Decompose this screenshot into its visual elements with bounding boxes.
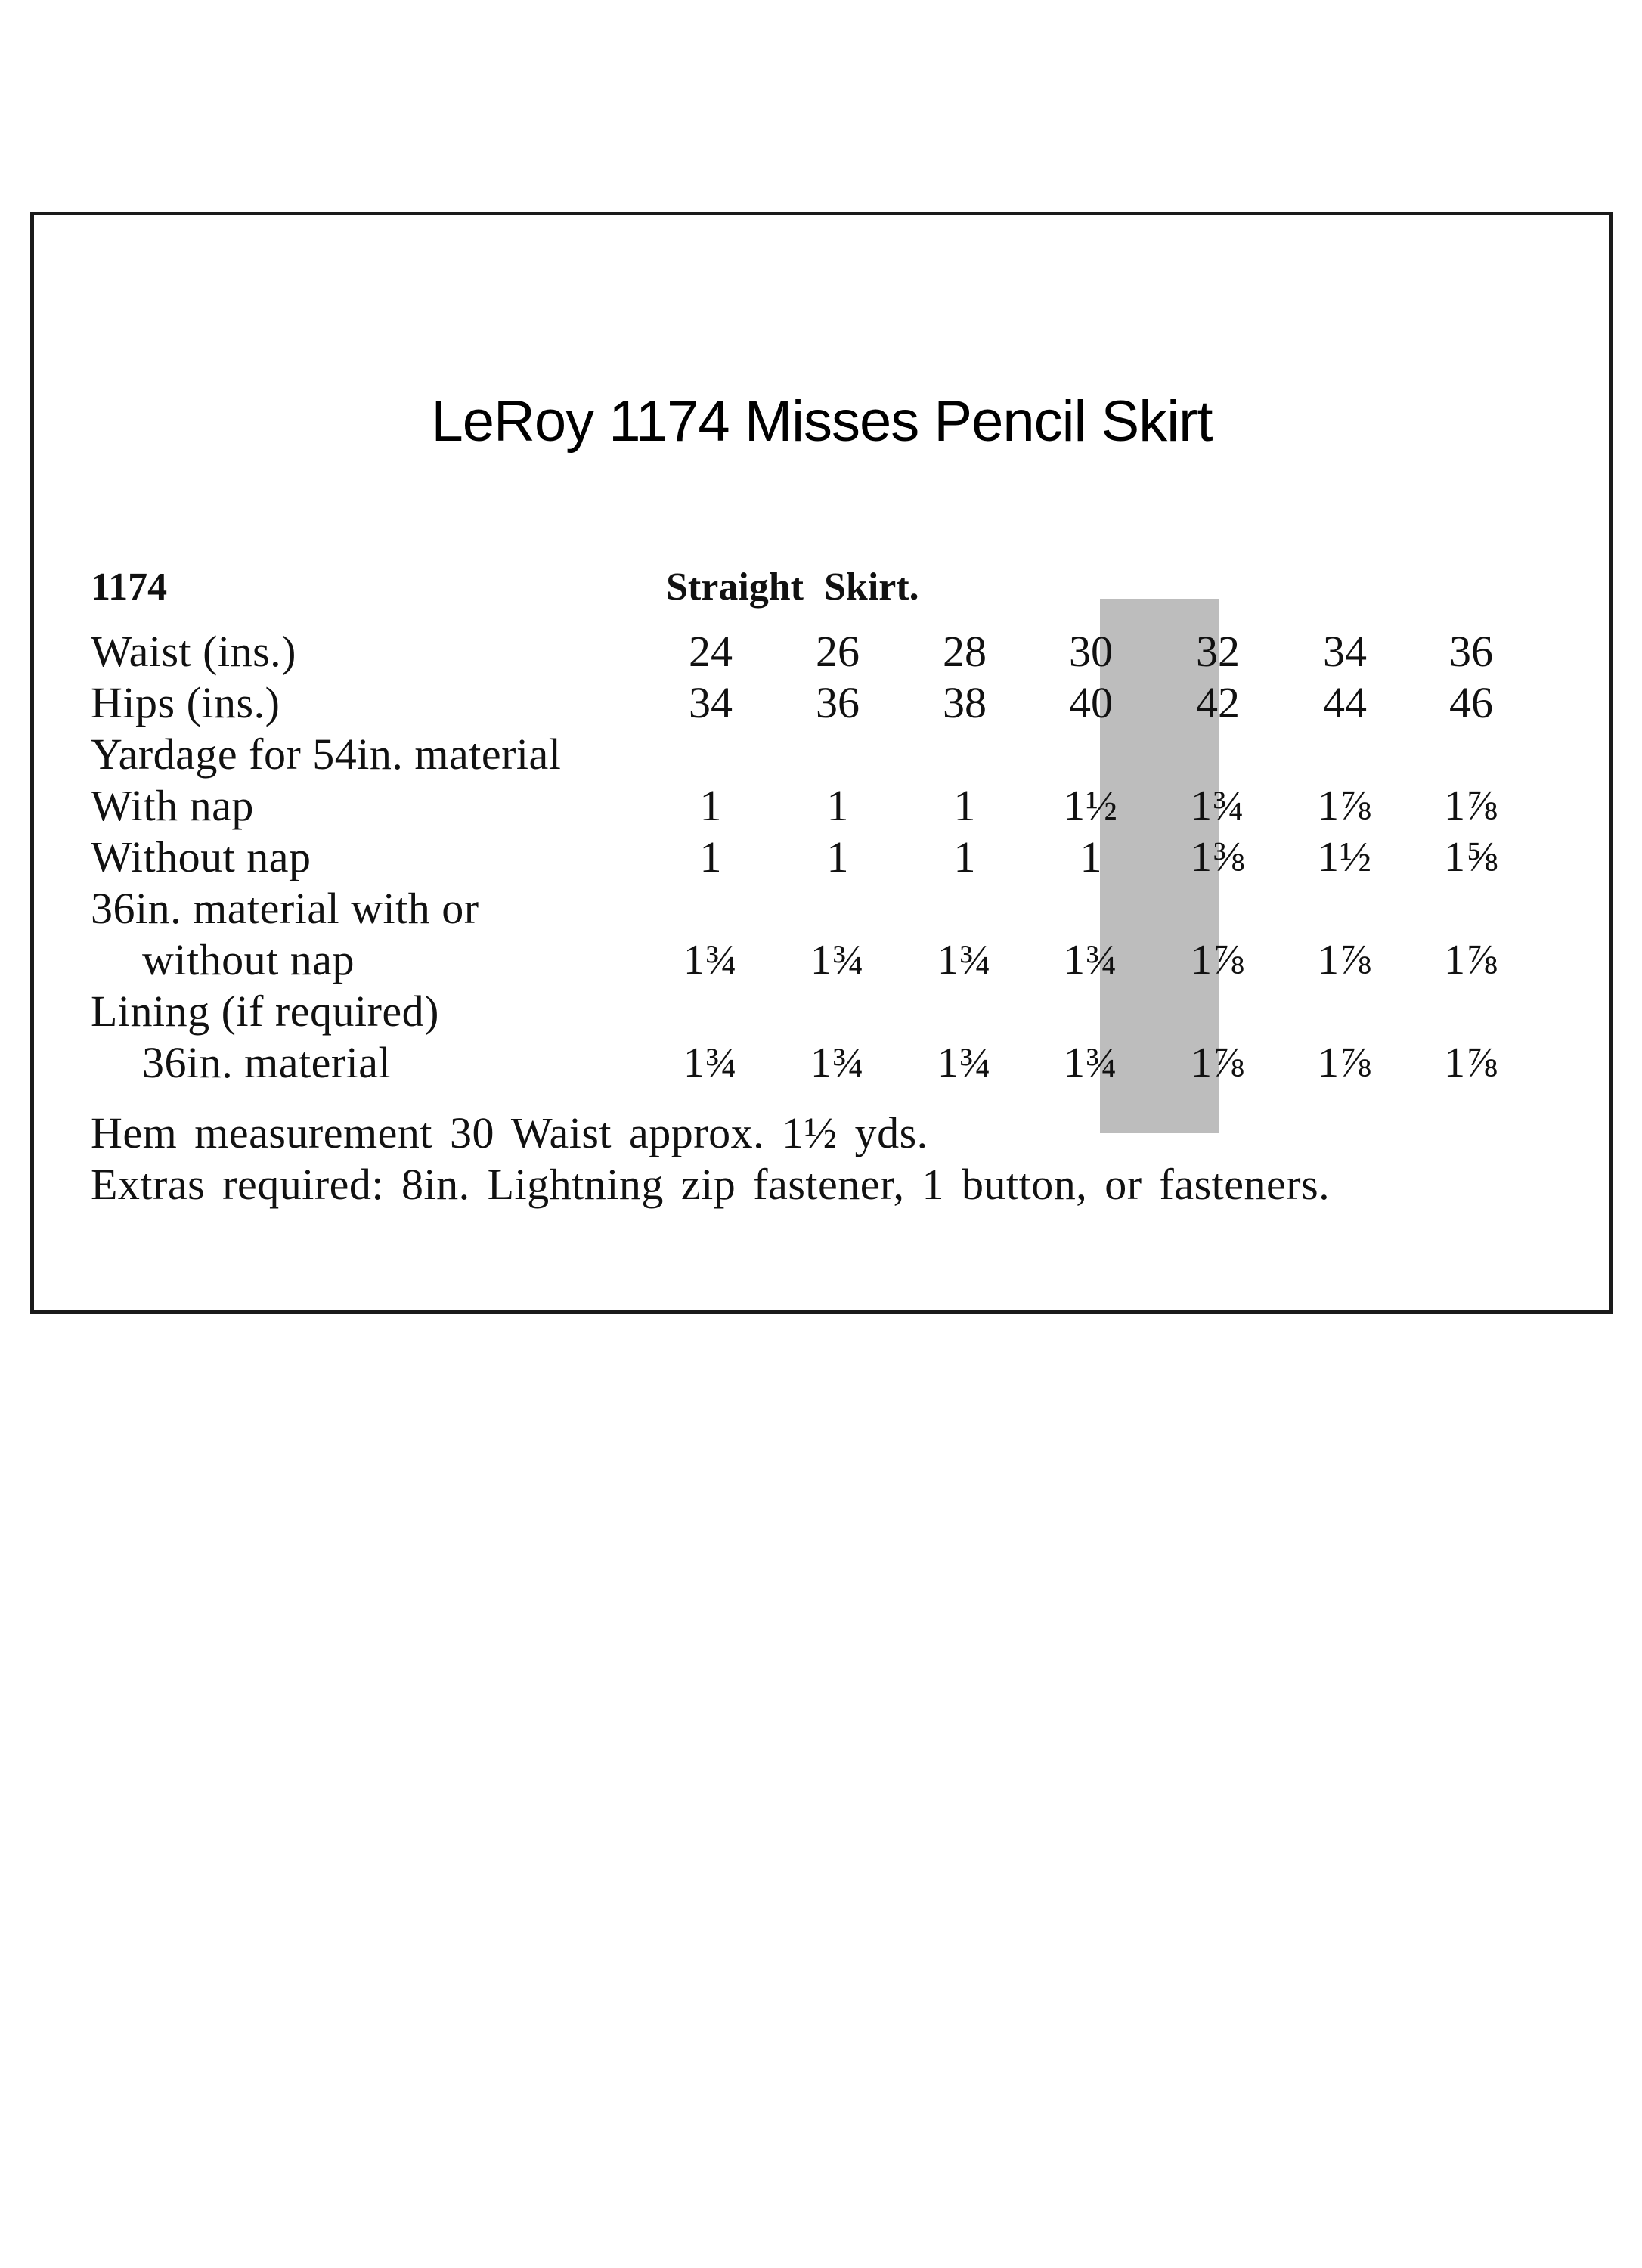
table-cell: 40 [1069, 678, 1113, 727]
table-cell: 1 [953, 832, 976, 881]
table-cell: 1⅞ [1444, 937, 1498, 984]
table-row [34, 883, 1546, 934]
table-row [34, 780, 1546, 832]
table-cell: 1 [953, 781, 976, 830]
table-cell: 30 [1069, 627, 1113, 676]
table-cell: 1¾ [683, 937, 738, 984]
row-label: Yardage for 54in. material [91, 730, 562, 779]
row-label: With nap [91, 781, 254, 830]
table-cell: 24 [689, 627, 733, 676]
size-chart-card [30, 212, 1613, 1314]
table-cell: 1 [826, 832, 849, 881]
table-cell: 1⅞ [1191, 937, 1245, 984]
table-cell: 1 [826, 781, 849, 830]
page-title: LeRoy 1174 Misses Pencil Skirt [431, 389, 1213, 454]
row-label: Waist (ins.) [91, 627, 296, 676]
table-cell: 1⅜ [1191, 834, 1245, 881]
table-cell: 1¾ [937, 1040, 992, 1086]
table-cell: 42 [1196, 678, 1240, 727]
table-cell: 44 [1323, 678, 1367, 727]
table-cell: 34 [1323, 627, 1367, 676]
table-cell: 1 [1080, 832, 1102, 881]
row-label: Lining (if required) [91, 987, 439, 1036]
hem-note: Hem measurement 30 Waist approx. 1½ yds. [91, 1108, 928, 1157]
table-cell: 1⅞ [1318, 1040, 1372, 1086]
table-cell: 1⅞ [1318, 937, 1372, 984]
table-cell: 36 [1449, 627, 1493, 676]
row-label: 36in. material with or [91, 884, 479, 933]
table-cell: 1⅞ [1191, 1040, 1245, 1086]
table-cell: 1¾ [1191, 782, 1245, 829]
table-cell: 1½ [1064, 782, 1118, 829]
table-row [34, 986, 1546, 1037]
table-cell: 1¾ [937, 937, 992, 984]
table-cell: 32 [1196, 627, 1240, 676]
table-cell: 1 [699, 781, 722, 830]
table-cell: 1¾ [1064, 937, 1118, 984]
table-cell: 26 [816, 627, 860, 676]
table-row [34, 677, 1546, 729]
table-cell: 36 [816, 678, 860, 727]
pattern-number: 1174 [91, 565, 168, 609]
table-cell: 34 [689, 678, 733, 727]
table-cell: 1 [699, 832, 722, 881]
row-label: without nap [142, 935, 355, 984]
table-cell: 1¾ [810, 937, 865, 984]
table-row [34, 934, 1546, 986]
table-cell: 1⅝ [1444, 834, 1498, 881]
skirt-type-heading: Straight Skirt. [666, 565, 919, 609]
table-row [34, 1037, 1546, 1089]
row-label: Hips (ins.) [91, 678, 280, 727]
table-cell: 1¾ [810, 1040, 865, 1086]
table-cell: 1⅞ [1318, 782, 1372, 829]
table-row [34, 832, 1546, 883]
row-label: Without nap [91, 832, 311, 881]
table-cell: 46 [1449, 678, 1493, 727]
table-cell: 28 [943, 627, 987, 676]
table-cell: 38 [943, 678, 987, 727]
extras-note: Extras required: 8in. Lightning zip fastener, 1 button, or fasteners. [91, 1160, 1331, 1209]
table-cell: 1½ [1318, 834, 1372, 881]
table-row [34, 626, 1546, 677]
table-cell: 1¾ [1064, 1040, 1118, 1086]
table-row [34, 729, 1546, 780]
row-label: 36in. material [142, 1038, 392, 1087]
table-cell: 1⅞ [1444, 1040, 1498, 1086]
table-cell: 1⅞ [1444, 782, 1498, 829]
table-cell: 1¾ [683, 1040, 738, 1086]
